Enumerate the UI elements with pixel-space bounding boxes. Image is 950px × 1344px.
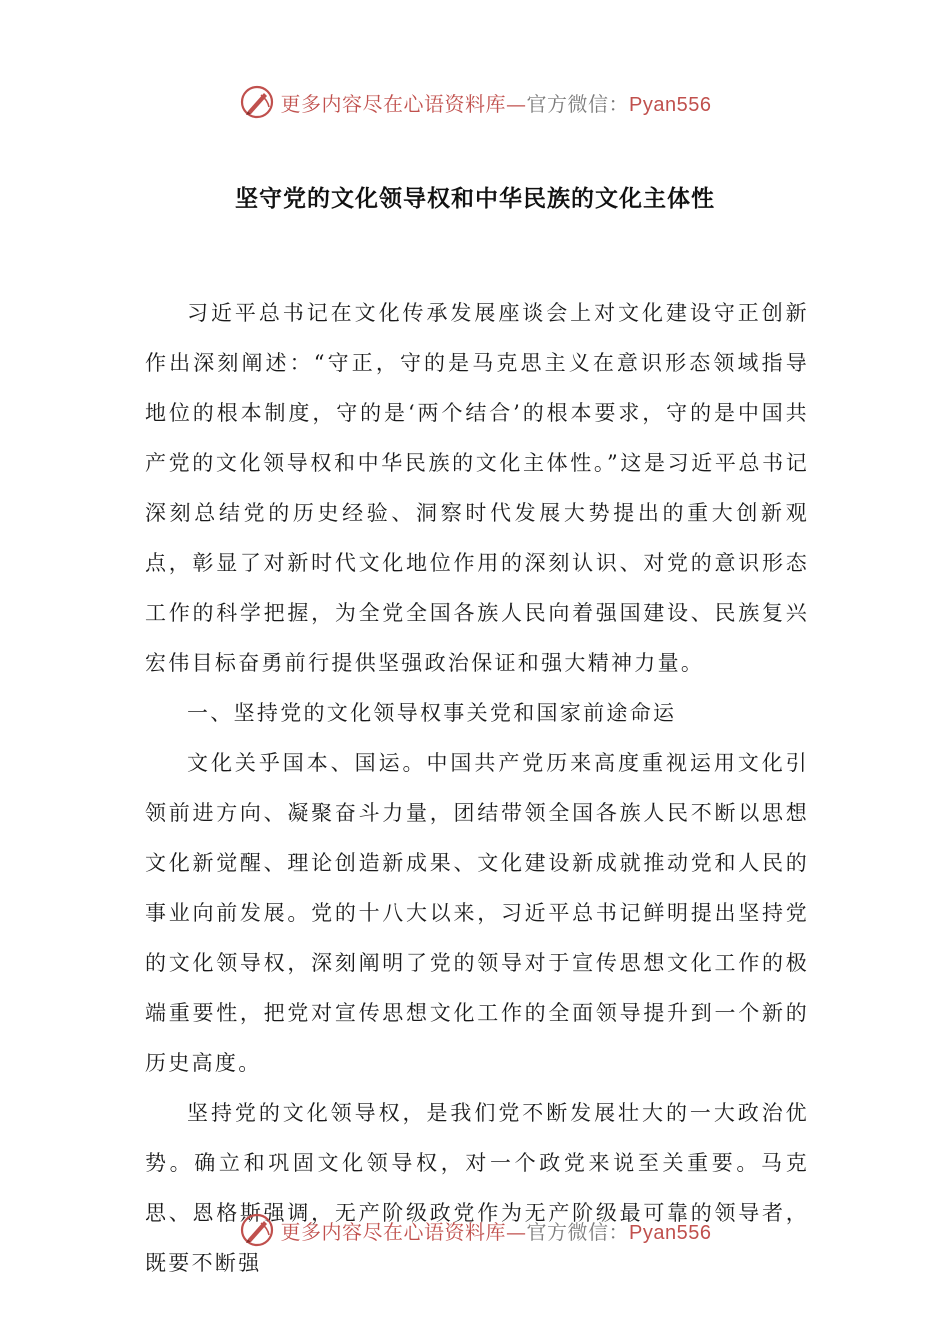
footer-banner-text <box>281 1216 712 1245</box>
footer-wechat-label: 官方微信： <box>526 1219 630 1244</box>
paragraph-culture: 文化关乎国本、国运。中国共产党历来高度重视运用文化引领前进方向、凝聚奋斗力量，团结带领全国各族人民不断以思想文化新觉醒、理论创造新成果、文化建设新成就推动党和人民的事业向前发展。党的十八大以来，习近平总书记鲜明提出坚持党的文化领导权，深刻阐明了党的领导对于宣传思想文化工作的极端重要性，把党对宣传思想文化工作的全面领导提升到一个新的历史高度。 <box>145 751 809 1075</box>
banner-main-text: 更多内容尽在心语资料库— <box>280 91 527 116</box>
banner-text <box>281 88 712 117</box>
paragraph-leadership: 坚持党的文化领导权，是我们党不断发展壮大的一大政治优势。确立和巩固文化领导权，对一个政党来说至关重要。马克思、恩格斯强调，无产阶级政党作为无产阶级最可靠的领导者，既要不断强 <box>145 1101 809 1275</box>
section-heading: 一、坚持党的文化领导权事关党和国家前途命运 <box>187 701 677 725</box>
paragraph-intro: 习近平总书记在文化传承发展座谈会上对文化建设守正创新作出深刻阐述：“守正，守的是马克思主义在意识形态领域指导地位的根本制度，守的是‘两个结合’的根本要求，守的是中国共产党的文化领导权和中华民族的文化主体性。”这是习近平总书记深刻总结党的历史经验、洞察时代发展大势提出的重大创新观点，彰显了对新时代文化地位作用的深刻认识、对党的意识形态工作的科学把握，为全党全国各族人民向着强国建设、民族复兴宏伟目标奋勇前行提供坚强政治保证和强大精神力量。 <box>145 301 809 675</box>
document-title: 坚守党的文化领导权和中华民族的文化主体性 <box>235 186 715 212</box>
header-banner <box>0 80 950 124</box>
banner-wechat-id: Pyan556 <box>629 93 712 116</box>
footer-wechat-id: Pyan556 <box>629 1221 712 1244</box>
document-body <box>145 288 809 1288</box>
footer-main-text: 更多内容尽在心语资料库— <box>280 1219 527 1244</box>
pen-logo-icon <box>239 1212 275 1248</box>
banner-wechat-label: 官方微信： <box>526 91 630 116</box>
pen-logo-icon <box>239 84 275 120</box>
footer-banner <box>0 1208 950 1252</box>
